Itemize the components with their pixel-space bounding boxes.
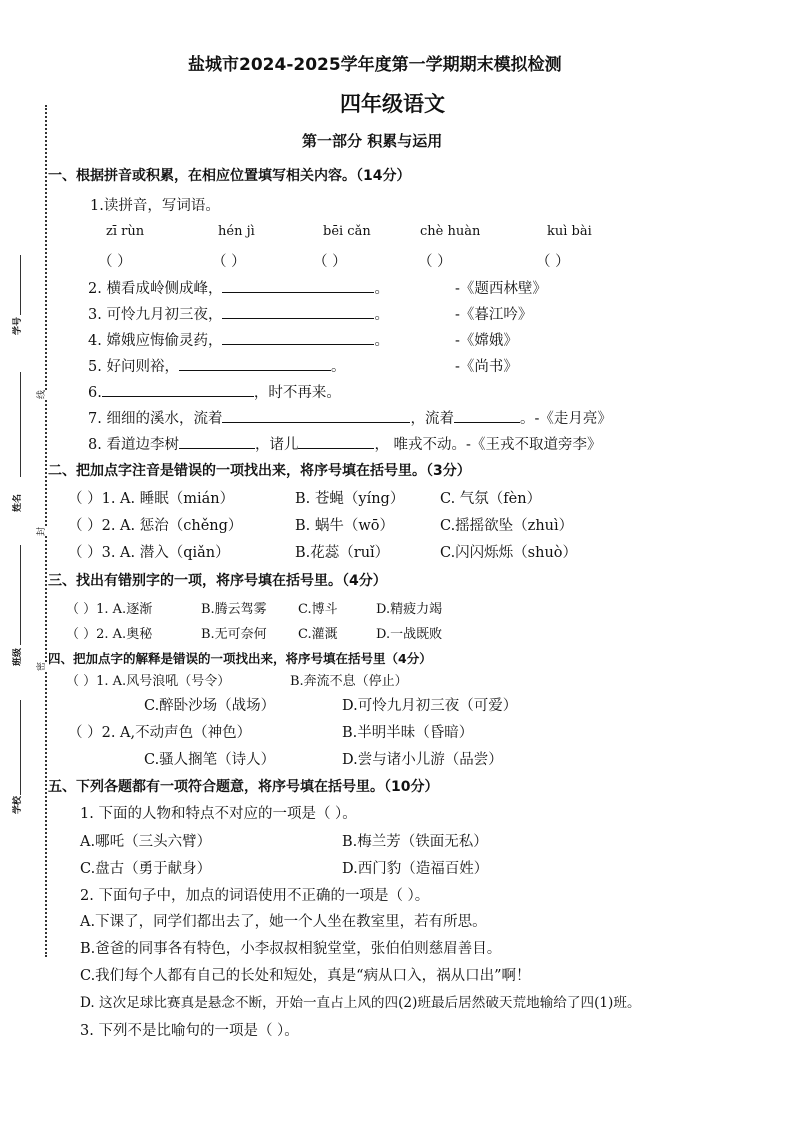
q5-sub1-opt-a: A.哪吒（三头六臂） [80, 834, 212, 850]
q1-item-7-mid: ，流着 [410, 411, 454, 427]
student-id-label: 学号 [13, 316, 23, 335]
cut-mark-line: 线 [34, 390, 47, 399]
q1-item-2-blank[interactable] [222, 278, 374, 293]
q2-row-2-c: C.摇摇欲坠（zhuì） [440, 518, 574, 534]
q2-row-3-c: C.闪闪烁烁（shuò） [440, 545, 578, 561]
q1-item-8-blank-2[interactable] [298, 434, 374, 449]
q1-item-8-mid: ，诸儿 [254, 437, 299, 453]
q5-sub2-opt-a: A.下课了，同学们都出去了，她一个人坐在教室里，若有所思。 [80, 914, 487, 930]
q1-item-7-blank-2[interactable] [454, 408, 520, 423]
pinyin-4: chè huàn [420, 224, 481, 239]
q1-item-3-text: 3. 可怜九月初三夜， [88, 307, 223, 323]
cut-mark-seal: 封 [34, 527, 47, 536]
answer-box-5[interactable]: （ ） [536, 254, 570, 270]
q1-item-5-blank[interactable] [179, 356, 331, 371]
q1-item-6 [88, 381, 341, 402]
q4-heading: 四、把加点字的解释是错误的一项找出来，将序号填在括号里（4分） [48, 651, 432, 666]
q1-item-5-source: -《尚书》 [455, 359, 518, 375]
q1-item-2-end: 。 [374, 281, 389, 297]
q5-sub3: 3. 下列不是比喻句的一项是（ ）。 [80, 1023, 299, 1039]
q1-item-4-end: 。 [374, 333, 389, 349]
q2-row-1-c: C. 气氛（fèn） [440, 491, 542, 507]
q3-row-2-b: B.无可奈何 [201, 627, 267, 642]
q1-item-7-end: 。-《走月亮》 [519, 411, 612, 427]
q5-heading: 五、下列各题都有一项符合题意，将序号填在括号里。（10分） [48, 779, 439, 795]
cut-mark-secret: 密 [34, 662, 47, 671]
q1-item-3 [88, 303, 389, 324]
q4-row-2-a: （ ）2. A,不动声色（神色） [68, 725, 252, 741]
answer-box-4[interactable]: （ ） [418, 254, 452, 270]
school-field-line[interactable] [20, 700, 21, 795]
q1-item-2-text: 2. 横看成岭侧成峰， [88, 281, 223, 297]
q1-heading: 一、根据拼音或积累，在相应位置填写相关内容。（14分） [48, 168, 411, 184]
q2-heading: 二、把加点字注音是错误的一项找出来，将序号填在括号里。（3分） [48, 463, 471, 479]
name-field-line[interactable] [20, 372, 21, 477]
answer-box-3[interactable]: （ ） [313, 254, 347, 270]
q1-item-8-blank-1[interactable] [179, 434, 255, 449]
exam-title: 盐城市2024-2025学年度第一学期期末模拟检测 [188, 55, 562, 75]
q1-item-4-blank[interactable] [222, 330, 374, 345]
student-id-field-line[interactable] [20, 255, 21, 315]
q2-row-2-b: B. 蜗牛（wō） [295, 518, 395, 534]
q1-item-6-end: ，时不再来。 [253, 385, 341, 401]
q1-item-5 [88, 355, 345, 376]
q1-item-7-text: 7. 细细的溪水，流着 [88, 411, 223, 427]
q2-row-1-b: B. 苍蝇（yíng） [295, 491, 405, 507]
answer-box-2[interactable]: （ ） [212, 254, 246, 270]
name-label: 姓名 [13, 493, 23, 512]
q5-sub2: 2. 下面句子中，加点的词语使用不正确的一项是（ ）。 [80, 888, 430, 904]
q1-item-5-text: 5. 好问则裕， [88, 359, 179, 375]
q3-row-2-a: （ ）2. A.奥秘 [66, 627, 153, 642]
q1-item-2 [88, 277, 389, 298]
q1-item-5-end: 。 [330, 359, 346, 375]
q1-item-3-source: -《暮江吟》 [455, 307, 533, 323]
q3-row-2-c: C.灌溉 [298, 627, 338, 642]
q1-item-4-text: 4. 嫦娥应悔偷灵药， [88, 333, 223, 349]
q1-item-7 [88, 407, 612, 428]
q2-row-3-a: （ ）3. A. 潜入（qiǎn） [68, 545, 230, 561]
class-label: 班级 [13, 647, 23, 666]
part-title: 第一部分 积累与运用 [302, 132, 443, 150]
q4-row-1-d: D.可怜九月初三夜（可爱） [342, 698, 518, 714]
q5-sub1-opt-b: B.梅兰芳（铁面无私） [342, 834, 488, 850]
q1-item-3-end: 。 [374, 307, 389, 323]
class-field-line[interactable] [20, 545, 21, 645]
q1-item-3-blank[interactable] [222, 304, 374, 319]
q1-item-6-blank[interactable] [102, 382, 254, 397]
q3-heading: 三、找出有错别字的一项，将序号填在括号里。（4分） [48, 573, 387, 589]
q4-row-2-c: C.骚人搁笔（诗人） [144, 752, 276, 768]
q3-row-1-d: D.精疲力竭 [376, 602, 443, 617]
q1-sub1: 1.读拼音，写词语。 [90, 198, 220, 214]
q3-row-1-a: （ ）1. A.逐渐 [66, 602, 153, 617]
q4-row-1-a: （ ）1. A.风号浪吼（号令） [66, 674, 231, 689]
q5-sub1-opt-c: C.盘古（勇于献身） [80, 861, 212, 877]
q2-row-2-a: （ ）2. A. 惩治（chěng） [68, 518, 243, 534]
q1-item-4 [88, 329, 389, 350]
q4-row-1-c: C.醉卧沙场（战场） [144, 698, 276, 714]
q4-row-2-b: B.半明半昧（昏暗） [342, 725, 474, 741]
q5-sub1: 1. 下面的人物和特点不对应的一项是（ ）。 [80, 806, 357, 822]
q4-row-1-b: B.奔流不息（停止） [290, 674, 408, 689]
q3-row-1-b: B.腾云驾雾 [201, 602, 267, 617]
q1-item-7-blank-1[interactable] [222, 408, 410, 423]
answer-box-1[interactable]: （ ） [98, 254, 132, 270]
q1-item-8-text: 8. 看道边李树 [88, 437, 179, 453]
q2-row-1-a: （ ）1. A. 睡眠（mián） [68, 491, 235, 507]
pinyin-5: kuì bài [547, 224, 592, 239]
q4-row-2-d: D.尝与诸小儿游（品尝） [342, 752, 503, 768]
q1-item-8-end: ， 唯戎不动。-《王戎不取道旁李》 [374, 437, 602, 453]
q1-item-4-source: -《嫦娥》 [455, 333, 518, 349]
pinyin-2: hén jì [218, 224, 255, 239]
q3-row-1-c: C.博斗 [298, 602, 338, 617]
q5-sub2-opt-b: B.爸爸的同事各有特色，小李叔叔相貌堂堂，张伯伯则慈眉善目。 [80, 941, 502, 957]
q1-item-6-text: 6. [88, 385, 102, 401]
pinyin-1: zī rùn [106, 224, 145, 239]
q1-item-2-source: -《题西林壁》 [455, 281, 547, 297]
pinyin-3: bēi cǎn [323, 224, 371, 239]
school-label: 学校 [13, 795, 23, 814]
q5-sub2-opt-c: C.我们每个人都有自己的长处和短处，真是“病从口入，祸从口出”啊！ [80, 968, 531, 984]
subject-title: 四年级语文 [340, 92, 445, 116]
q1-item-8 [88, 433, 601, 454]
q3-row-2-d: D.一战既败 [376, 627, 443, 642]
q2-row-3-b: B.花蕊（ruǐ） [295, 545, 390, 561]
q5-sub2-opt-d: D. 这次足球比赛真是悬念不断，开始一直占上风的四(2)班最后居然破天荒地输给了四(1)班。 [80, 995, 641, 1011]
q5-sub1-opt-d: D.西门豹（造福百姓） [342, 861, 489, 877]
